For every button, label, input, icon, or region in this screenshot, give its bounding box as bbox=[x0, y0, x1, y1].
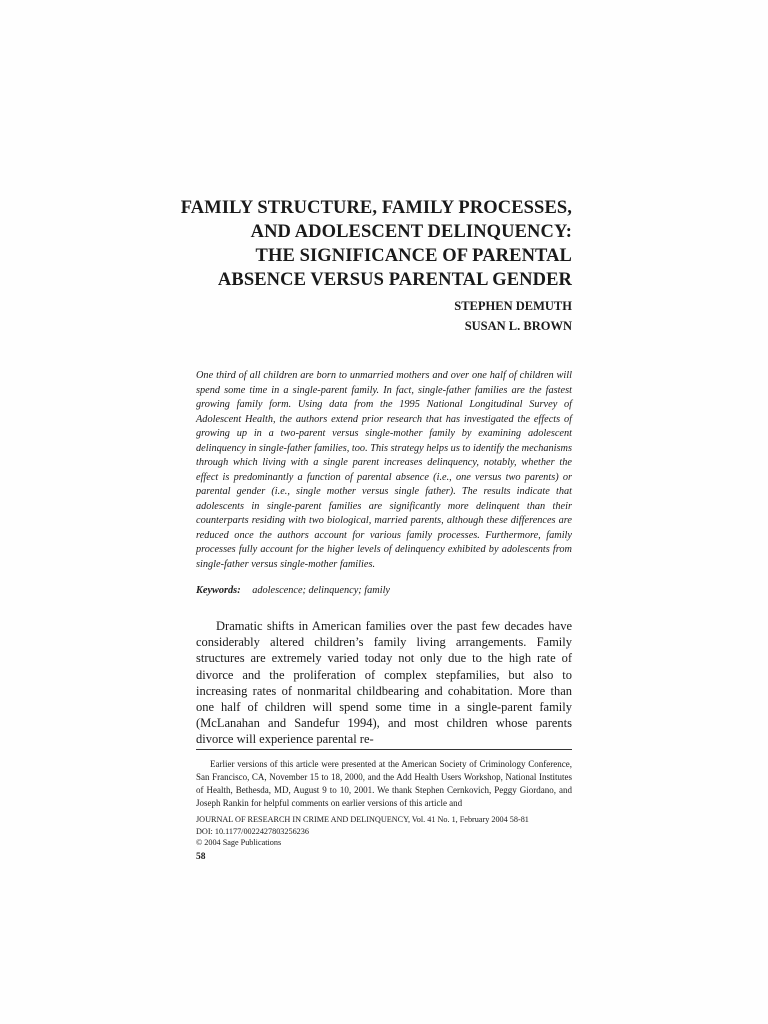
author-list bbox=[454, 296, 572, 336]
footnote-divider bbox=[196, 749, 572, 750]
title-line: AND ADOLESCENT DELINQUENCY: bbox=[250, 222, 572, 242]
page-number: 58 bbox=[196, 852, 206, 862]
abstract: One third of all children are born to unmarried mothers and over one half of children will spend some time in a single-parent family. In fact, single-father families are the fastest growing family form. Using data from the 1995 National Longitudinal Survey of Adolescent Health, the authors extend prior research that has investigated the effects of growing up in a two-parent versus single-mother family by examining adolescent delinquency in single-father families, too. This strategy helps us to identify the mechanisms through which living with a single parent increases delinquency, notably, whether the effect is predominantly a function of parental absence (i.e., one versus two parents) or parental gender (i.e., single mother versus single father). The results indicate that adolescents in single-parent families are significantly more delinquent than their counterparts residing with two biological, married parents, although these differences are reduced once the authors account for various family processes. Furthermore, family processes fully account for the higher levels of delinquency exhibited by adolescents from single-father versus single-mother families. bbox=[196, 370, 572, 570]
author-name: STEPHEN DEMUTH bbox=[454, 299, 572, 313]
title-line: THE SIGNIFICANCE OF PARENTAL bbox=[255, 246, 572, 266]
keywords-label: Keywords: bbox=[196, 585, 241, 596]
keywords bbox=[196, 584, 390, 598]
journal-citation: JOURNAL OF RESEARCH IN CRIME AND DELINQUENCY, Vol. 41 No. 1, February 2004 58-81 bbox=[196, 815, 529, 824]
body-paragraph: Dramatic shifts in American families over the past few decades have considerably altered children’s family living arrangements. Family structures are extremely varied today not only due to the high rate of divorce and the proliferation of complex stepfamilies, but also to increasing rates of nonmarital childbearing and cohabitation. More than one half of children will spend some time in a single-parent family (McLanahan and Sandefur 1994), and most children whose parents divorce will experience parental re- bbox=[196, 619, 572, 747]
author-name: SUSAN L. BROWN bbox=[464, 319, 572, 333]
journal-copyright: © 2004 Sage Publications bbox=[196, 838, 282, 847]
title-line: ABSENCE VERSUS PARENTAL GENDER bbox=[217, 270, 572, 290]
article-title bbox=[152, 196, 572, 292]
title-line: FAMILY STRUCTURE, FAMILY PROCESSES, bbox=[180, 198, 572, 218]
footnote: Earlier versions of this article were presented at the American Society of Criminology Conference, San Francisco, CA, November 15 to 18, 2000, and the Add Health Users Workshop, National Institutes of Health, Bethesda, MD, August 9 to 10, 2001. We thank Stephen Cernkovich, Peggy Giordano, and Joseph Rankin for helpful comments on earlier versions of this article and bbox=[196, 759, 572, 808]
journal-info bbox=[196, 814, 572, 849]
keywords-values: adolescence; delinquency; family bbox=[252, 585, 391, 596]
journal-doi: DOI: 10.1177/0022427803256236 bbox=[196, 826, 309, 836]
